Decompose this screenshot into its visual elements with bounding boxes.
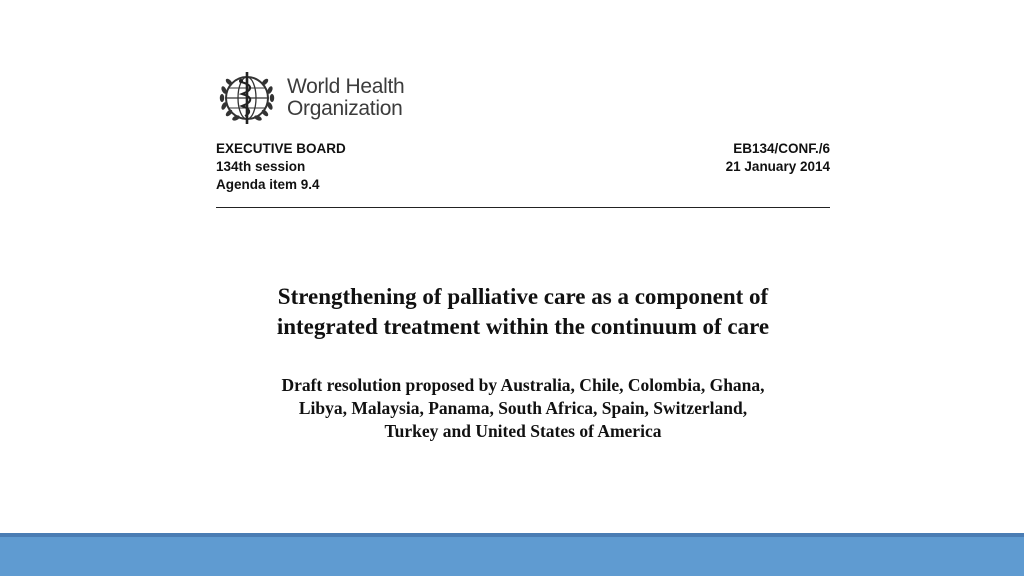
document-subtitle (216, 374, 830, 443)
document-reference (726, 140, 830, 176)
subtitle-line1: Draft resolution proposed by Australia, Chile, Colombia, Ghana, (281, 375, 765, 395)
title-line2: integrated treatment within the continuum of care (276, 314, 770, 339)
who-emblem-icon (216, 68, 278, 128)
session-info (216, 140, 346, 194)
agenda-item: Agenda item 9.4 (216, 177, 320, 192)
org-name-line2: Organization (287, 97, 403, 120)
org-name-line1: World Health (287, 75, 405, 98)
board-name: EXECUTIVE BOARD (216, 141, 346, 156)
subtitle-line2: Libya, Malaysia, Panama, South Africa, Spain, Switzerland, (298, 398, 748, 418)
document-date: 21 January 2014 (725, 159, 830, 174)
session-number: 134th session (216, 159, 306, 174)
document-number: EB134/CONF./6 (733, 141, 830, 156)
title-line1: Strengthening of palliative care as a component of (277, 284, 769, 309)
footer-bar (0, 537, 1024, 576)
document-title (216, 282, 830, 342)
header-divider (216, 207, 830, 208)
organization-name (287, 76, 404, 120)
subtitle-line3: Turkey and United States of America (384, 421, 662, 441)
who-logo (216, 68, 416, 128)
